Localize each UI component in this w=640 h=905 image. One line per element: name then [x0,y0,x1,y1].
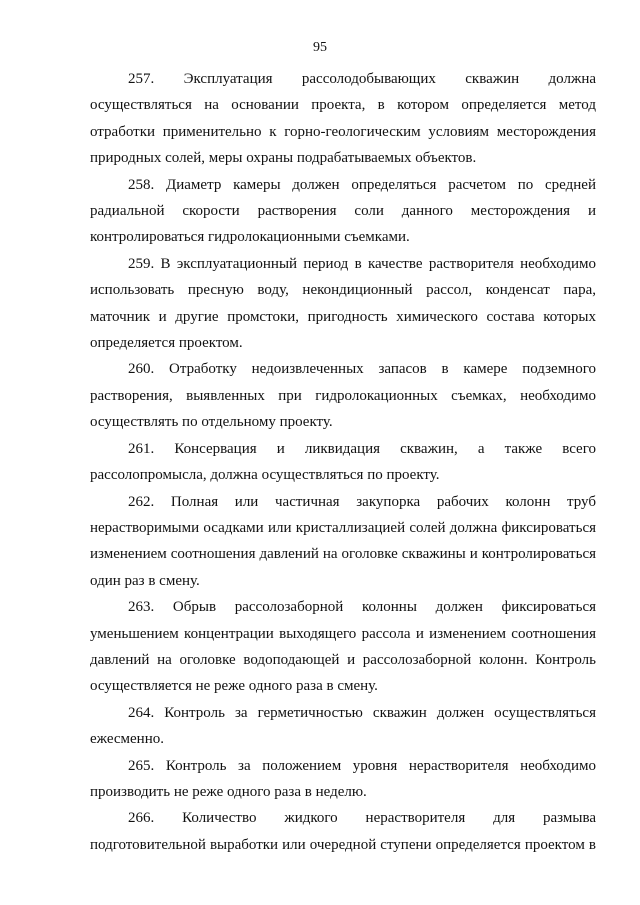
paragraph-265 [90,753,596,806]
paragraph-line: растворения, выявленных при гидролокационных съемках, необходимо [90,387,596,404]
paragraph-line: 264. Контроль за герметичностью скважин должен осуществляться [128,704,596,721]
paragraph-259 [90,251,596,357]
paragraph-line: уменьшением концентрации выходящего рассола и изменением соотношения [90,625,596,642]
paragraph-line: 262. Полная или частичная закупорка рабочих колонн труб [128,493,596,510]
paragraph-257 [90,66,596,172]
paragraph-266 [90,805,596,858]
paragraph-line: 257. Эксплуатация рассолодобывающих скважин должна [128,71,596,87]
paragraph-line: осуществляться на основании проекта, в котором определяется метод [90,97,596,114]
paragraph-line: 266. Количество жидкого нерастворителя для размыва [128,810,596,827]
paragraph-line: определяется проектом. [90,335,243,352]
paragraph-line: отработки применительно к горно-геологическим условиям месторождения [90,123,596,140]
paragraph-line: природных солей, меры охраны подрабатываемых объектов. [90,150,477,167]
paragraph-line: 261. Консервация и ликвидация скважин, а также всего [128,440,596,457]
paragraph-line: давлений на оголовке водоподающей и рассолозаборной колонн. Контроль [90,651,596,668]
paragraph-line: осуществлять по отдельному проекту. [90,414,333,431]
paragraph-262 [90,489,596,595]
paragraph-line: 265. Контроль за положением уровня нерастворителя необходимо [128,757,596,774]
paragraph-line: 263. Обрыв рассолозаборной колонны должен фиксироваться [128,599,596,616]
paragraph-line: 259. В эксплуатационный период в качестве растворителя необходимо [128,255,596,272]
page-number: 95 [313,40,327,55]
paragraph-line: один раз в смену. [90,572,200,589]
paragraph-line: ежесменно. [90,731,164,748]
paragraph-line: осуществляется не реже одного раза в смену. [90,678,378,695]
paragraph-line: нерастворимыми осадками или кристаллизацией солей должна фиксироваться [90,519,596,536]
paragraph-line: 260. Отработку недоизвлеченных запасов в камере подземного [128,361,596,378]
paragraph-264 [90,700,596,753]
paragraph-line: подготовительной выработки или очередной ступени определяется проектом в [90,836,596,853]
paragraph-line: использовать пресную воду, некондиционный рассол, конденсат пара, [90,282,596,299]
paragraph-261 [90,436,596,489]
paragraph-line: рассолопромысла, должна осуществляться по проекту. [90,467,440,484]
paragraph-line: производить не реже одного раза в неделю. [90,783,367,800]
paragraph-line: маточник и другие промстоки, пригодность химического состава которых [90,308,596,325]
document-body [90,66,596,858]
paragraph-258 [90,172,596,251]
paragraph-line: изменением соотношения давлений на оголовке скважины и контролироваться [90,546,596,563]
paragraph-263 [90,594,596,700]
paragraph-line: 258. Диаметр камеры должен определяться расчетом по средней [128,176,596,193]
paragraph-line: контролироваться гидролокационными съемками. [90,229,410,246]
paragraph-line: радиальной скорости растворения соли данного месторождения и [90,203,596,220]
paragraph-260 [90,356,596,435]
